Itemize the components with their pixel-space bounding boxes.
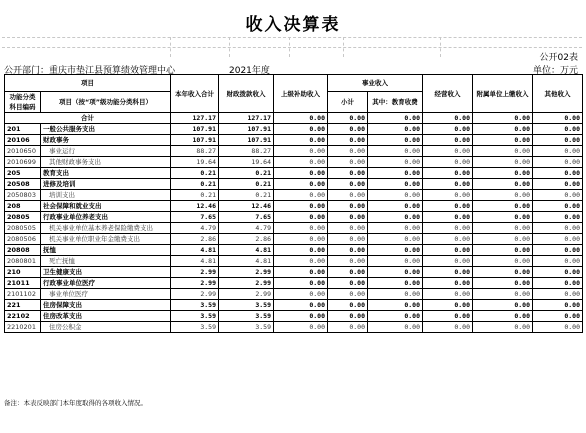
row-value: 0.00 bbox=[473, 289, 533, 300]
row-value: 88.27 bbox=[219, 146, 274, 157]
row-name: 行政事业单位养老支出 bbox=[41, 212, 171, 223]
row-code: 21011 bbox=[5, 278, 41, 289]
row-value: 0.00 bbox=[368, 124, 423, 135]
row-value: 0.00 bbox=[533, 168, 583, 179]
row-value: 0.00 bbox=[368, 223, 423, 234]
row-value: 0.00 bbox=[328, 190, 368, 201]
row-value: 0.00 bbox=[368, 256, 423, 267]
row-value: 0.00 bbox=[328, 223, 368, 234]
row-code: 20508 bbox=[5, 179, 41, 190]
tuition-header: 其中：教育收费 bbox=[368, 92, 423, 113]
table-row bbox=[5, 168, 583, 179]
row-value: 0.00 bbox=[533, 289, 583, 300]
table-row bbox=[5, 223, 583, 234]
row-value: 0.00 bbox=[274, 212, 328, 223]
row-value: 7.65 bbox=[219, 212, 274, 223]
row-value: 0.00 bbox=[423, 179, 473, 190]
row-value: 0.00 bbox=[473, 146, 533, 157]
row-value: 3.59 bbox=[219, 300, 274, 311]
item-group-header: 项目 bbox=[5, 75, 171, 92]
row-value: 0.00 bbox=[368, 146, 423, 157]
row-value: 0.00 bbox=[473, 300, 533, 311]
row-value: 0.00 bbox=[328, 289, 368, 300]
row-value: 0.00 bbox=[368, 322, 423, 333]
row-value: 3.59 bbox=[171, 300, 219, 311]
row-value: 0.00 bbox=[423, 256, 473, 267]
row-code: 205 bbox=[5, 168, 41, 179]
row-value: 0.00 bbox=[328, 278, 368, 289]
row-value: 0.21 bbox=[219, 179, 274, 190]
row-value: 0.00 bbox=[423, 245, 473, 256]
row-code: 22102 bbox=[5, 311, 41, 322]
row-value: 88.27 bbox=[171, 146, 219, 157]
row-code: 208 bbox=[5, 201, 41, 212]
row-code: 20805 bbox=[5, 212, 41, 223]
row-value: 0.00 bbox=[473, 223, 533, 234]
row-value: 0.00 bbox=[423, 322, 473, 333]
row-name: 培训支出 bbox=[41, 190, 171, 201]
row-value: 0.00 bbox=[423, 124, 473, 135]
row-code: 2080801 bbox=[5, 256, 41, 267]
row-name: 住房改革支出 bbox=[41, 311, 171, 322]
row-name: 行政事业单位医疗 bbox=[41, 278, 171, 289]
row-name: 住房保障支出 bbox=[41, 300, 171, 311]
row-value: 127.17 bbox=[171, 113, 219, 124]
row-code: 2080506 bbox=[5, 234, 41, 245]
row-value: 0.00 bbox=[473, 322, 533, 333]
row-value: 0.00 bbox=[423, 201, 473, 212]
grid-line bbox=[170, 37, 171, 57]
table-row bbox=[5, 179, 583, 190]
row-value: 0.00 bbox=[368, 300, 423, 311]
row-value: 0.00 bbox=[274, 278, 328, 289]
row-value: 12.46 bbox=[219, 201, 274, 212]
row-value: 0.00 bbox=[533, 234, 583, 245]
row-value: 0.00 bbox=[423, 311, 473, 322]
row-value: 0.00 bbox=[274, 289, 328, 300]
higher-subsidy-header: 上级补助收入 bbox=[274, 75, 328, 113]
row-name: 抚恤 bbox=[41, 245, 171, 256]
row-value: 0.00 bbox=[368, 267, 423, 278]
row-value: 0.00 bbox=[328, 234, 368, 245]
table-row bbox=[5, 124, 583, 135]
row-value: 0.00 bbox=[368, 311, 423, 322]
report-title: 收入决算表 bbox=[245, 15, 341, 35]
row-value: 0.00 bbox=[533, 135, 583, 146]
row-value: 0.00 bbox=[368, 245, 423, 256]
row-value: 0.00 bbox=[473, 256, 533, 267]
grid-line bbox=[2, 47, 582, 48]
row-value: 0.00 bbox=[328, 168, 368, 179]
table-row bbox=[5, 256, 583, 267]
grid-line bbox=[440, 37, 441, 57]
row-name: 财政事务 bbox=[41, 135, 171, 146]
row-code: 2080505 bbox=[5, 223, 41, 234]
row-name: 合计 bbox=[5, 113, 171, 124]
row-value: 0.21 bbox=[171, 168, 219, 179]
row-value: 107.91 bbox=[219, 135, 274, 146]
row-value: 0.00 bbox=[368, 201, 423, 212]
row-value: 0.00 bbox=[423, 168, 473, 179]
row-value: 0.00 bbox=[274, 179, 328, 190]
row-name: 机关事业单位基本养老保险缴费支出 bbox=[41, 223, 171, 234]
row-value: 0.00 bbox=[533, 212, 583, 223]
row-value: 0.00 bbox=[328, 157, 368, 168]
fiscal-year: 2021年度 bbox=[229, 66, 270, 76]
row-value: 0.00 bbox=[274, 223, 328, 234]
row-value: 4.81 bbox=[171, 256, 219, 267]
row-value: 0.00 bbox=[328, 256, 368, 267]
row-value: 0.00 bbox=[368, 135, 423, 146]
row-value: 0.00 bbox=[423, 234, 473, 245]
table-row bbox=[5, 245, 583, 256]
row-value: 0.00 bbox=[328, 135, 368, 146]
row-name: 机关事业单位职业年金缴费支出 bbox=[41, 234, 171, 245]
row-value: 0.00 bbox=[473, 190, 533, 201]
row-value: 0.00 bbox=[423, 212, 473, 223]
row-value: 0.00 bbox=[473, 278, 533, 289]
row-value: 0.00 bbox=[473, 234, 533, 245]
row-value: 0.00 bbox=[533, 124, 583, 135]
row-value: 0.00 bbox=[328, 124, 368, 135]
row-value: 3.59 bbox=[171, 322, 219, 333]
affiliated-income-header: 附属单位上缴收入 bbox=[473, 75, 533, 113]
row-value: 0.00 bbox=[274, 256, 328, 267]
row-value: 0.00 bbox=[473, 245, 533, 256]
grid-line bbox=[289, 37, 290, 57]
row-value: 0.00 bbox=[473, 212, 533, 223]
row-value: 0.21 bbox=[219, 168, 274, 179]
row-value: 0.00 bbox=[274, 135, 328, 146]
grid-line bbox=[229, 37, 230, 57]
row-value: 0.00 bbox=[533, 113, 583, 124]
row-code: 20808 bbox=[5, 245, 41, 256]
row-value: 7.65 bbox=[171, 212, 219, 223]
row-value: 0.00 bbox=[274, 234, 328, 245]
department-label: 公开部门：重庆市垫江县预算绩效管理中心 bbox=[4, 66, 176, 76]
row-code: 210 bbox=[5, 267, 41, 278]
row-value: 4.81 bbox=[171, 245, 219, 256]
row-name: 事业单位医疗 bbox=[41, 289, 171, 300]
row-value: 0.00 bbox=[328, 201, 368, 212]
row-code: 2010699 bbox=[5, 157, 41, 168]
row-value: 107.91 bbox=[171, 135, 219, 146]
row-name: 住房公积金 bbox=[41, 322, 171, 333]
row-code: 2010650 bbox=[5, 146, 41, 157]
row-value: 3.59 bbox=[219, 322, 274, 333]
row-value: 0.00 bbox=[533, 267, 583, 278]
row-value: 2.99 bbox=[219, 267, 274, 278]
row-name: 事业运行 bbox=[41, 146, 171, 157]
table-row bbox=[5, 113, 583, 124]
table-row bbox=[5, 289, 583, 300]
row-value: 2.86 bbox=[219, 234, 274, 245]
row-value: 0.00 bbox=[368, 190, 423, 201]
business-income-header: 事业收入 bbox=[328, 75, 423, 92]
row-value: 127.17 bbox=[219, 113, 274, 124]
row-value: 0.00 bbox=[533, 278, 583, 289]
row-value: 4.81 bbox=[219, 245, 274, 256]
table-row bbox=[5, 311, 583, 322]
row-value: 0.21 bbox=[219, 190, 274, 201]
table-row bbox=[5, 157, 583, 168]
grid-line bbox=[2, 37, 582, 38]
row-name: 卫生健康支出 bbox=[41, 267, 171, 278]
row-name: 进修及培训 bbox=[41, 179, 171, 190]
row-value: 0.00 bbox=[423, 300, 473, 311]
row-value: 0.00 bbox=[423, 135, 473, 146]
table-row bbox=[5, 201, 583, 212]
row-code: 20106 bbox=[5, 135, 41, 146]
row-value: 4.79 bbox=[219, 223, 274, 234]
row-code: 2210201 bbox=[5, 322, 41, 333]
row-value: 0.00 bbox=[368, 234, 423, 245]
row-code: 2050803 bbox=[5, 190, 41, 201]
row-value: 0.00 bbox=[473, 113, 533, 124]
row-value: 0.00 bbox=[368, 179, 423, 190]
row-value: 0.00 bbox=[368, 157, 423, 168]
row-value: 0.00 bbox=[274, 146, 328, 157]
row-name: 教育支出 bbox=[41, 168, 171, 179]
row-value: 0.00 bbox=[423, 267, 473, 278]
row-value: 0.00 bbox=[328, 245, 368, 256]
row-value: 0.00 bbox=[423, 190, 473, 201]
row-value: 3.59 bbox=[219, 311, 274, 322]
row-value: 0.00 bbox=[274, 245, 328, 256]
table-row bbox=[5, 135, 583, 146]
row-value: 19.64 bbox=[219, 157, 274, 168]
fiscal-appropriation-header: 财政拨款收入 bbox=[219, 75, 274, 113]
table-row bbox=[5, 146, 583, 157]
row-value: 0.00 bbox=[274, 300, 328, 311]
row-value: 0.00 bbox=[473, 201, 533, 212]
row-value: 2.99 bbox=[171, 267, 219, 278]
table-row bbox=[5, 300, 583, 311]
table-row bbox=[5, 267, 583, 278]
operating-income-header: 经营收入 bbox=[423, 75, 473, 113]
row-value: 0.00 bbox=[328, 267, 368, 278]
row-value: 0.00 bbox=[533, 179, 583, 190]
row-value: 0.00 bbox=[368, 113, 423, 124]
row-value: 0.00 bbox=[274, 201, 328, 212]
row-value: 0.00 bbox=[274, 311, 328, 322]
row-value: 0.00 bbox=[328, 212, 368, 223]
row-value: 0.00 bbox=[533, 190, 583, 201]
table-row bbox=[5, 212, 583, 223]
row-value: 0.00 bbox=[274, 190, 328, 201]
row-value: 0.00 bbox=[473, 168, 533, 179]
row-value: 4.79 bbox=[171, 223, 219, 234]
row-value: 3.59 bbox=[171, 311, 219, 322]
row-value: 0.00 bbox=[274, 267, 328, 278]
row-value: 0.00 bbox=[274, 322, 328, 333]
row-value: 0.00 bbox=[274, 124, 328, 135]
row-value: 107.91 bbox=[171, 124, 219, 135]
row-value: 0.00 bbox=[533, 245, 583, 256]
row-value: 0.00 bbox=[328, 300, 368, 311]
row-code: 201 bbox=[5, 124, 41, 135]
row-value: 107.91 bbox=[219, 124, 274, 135]
row-value: 0.00 bbox=[533, 322, 583, 333]
row-name: 一般公共服务支出 bbox=[41, 124, 171, 135]
row-value: 2.99 bbox=[219, 289, 274, 300]
row-value: 0.21 bbox=[171, 179, 219, 190]
table-row bbox=[5, 190, 583, 201]
row-value: 4.81 bbox=[219, 256, 274, 267]
row-value: 0.00 bbox=[423, 146, 473, 157]
row-value: 0.00 bbox=[368, 278, 423, 289]
row-value: 0.00 bbox=[368, 289, 423, 300]
row-name: 其他财政事务支出 bbox=[41, 157, 171, 168]
row-value: 0.00 bbox=[533, 300, 583, 311]
row-value: 0.00 bbox=[423, 157, 473, 168]
row-value: 0.00 bbox=[368, 168, 423, 179]
row-value: 0.00 bbox=[328, 311, 368, 322]
row-value: 2.99 bbox=[171, 278, 219, 289]
row-value: 0.00 bbox=[533, 157, 583, 168]
row-value: 0.00 bbox=[533, 256, 583, 267]
row-value: 0.00 bbox=[533, 223, 583, 234]
row-value: 0.00 bbox=[533, 311, 583, 322]
subtotal-header: 小计 bbox=[328, 92, 368, 113]
item-name-header: 项目（按“项”级功能分类科目） bbox=[41, 92, 171, 113]
row-value: 0.00 bbox=[473, 179, 533, 190]
row-value: 0.00 bbox=[423, 278, 473, 289]
table-row bbox=[5, 234, 583, 245]
row-value: 2.86 bbox=[171, 234, 219, 245]
row-value: 0.00 bbox=[423, 289, 473, 300]
row-code: 2101102 bbox=[5, 289, 41, 300]
row-value: 0.00 bbox=[328, 146, 368, 157]
row-value: 0.00 bbox=[473, 124, 533, 135]
footnote: 备注：本表反映部门本年度取得的各项收入情况。 bbox=[4, 399, 147, 407]
income-table bbox=[4, 74, 583, 333]
row-value: 0.00 bbox=[473, 267, 533, 278]
row-name: 死亡抚恤 bbox=[41, 256, 171, 267]
row-value: 0.00 bbox=[328, 179, 368, 190]
row-value: 0.00 bbox=[473, 157, 533, 168]
row-value: 0.00 bbox=[533, 146, 583, 157]
row-value: 0.00 bbox=[274, 157, 328, 168]
row-value: 0.00 bbox=[473, 311, 533, 322]
row-value: 0.00 bbox=[423, 223, 473, 234]
row-value: 0.00 bbox=[533, 201, 583, 212]
other-income-header: 其他收入 bbox=[533, 75, 583, 113]
total-income-header: 本年收入合计 bbox=[171, 75, 219, 113]
form-number: 公开02表 bbox=[539, 53, 578, 63]
row-value: 0.00 bbox=[274, 113, 328, 124]
row-value: 2.99 bbox=[219, 278, 274, 289]
table-row bbox=[5, 278, 583, 289]
row-value: 0.00 bbox=[368, 212, 423, 223]
row-code: 221 bbox=[5, 300, 41, 311]
row-value: 0.00 bbox=[328, 113, 368, 124]
table-row bbox=[5, 322, 583, 333]
row-value: 0.00 bbox=[328, 322, 368, 333]
row-name: 社会保障和就业支出 bbox=[41, 201, 171, 212]
grid-line bbox=[343, 37, 344, 57]
row-value: 19.64 bbox=[171, 157, 219, 168]
func-code-header: 功能分类科目编码 bbox=[5, 92, 41, 113]
row-value: 2.99 bbox=[171, 289, 219, 300]
row-value: 12.46 bbox=[171, 201, 219, 212]
unit-label: 单位：万元 bbox=[532, 66, 578, 76]
row-value: 0.00 bbox=[423, 113, 473, 124]
row-value: 0.21 bbox=[171, 190, 219, 201]
row-value: 0.00 bbox=[274, 168, 328, 179]
row-value: 0.00 bbox=[473, 135, 533, 146]
